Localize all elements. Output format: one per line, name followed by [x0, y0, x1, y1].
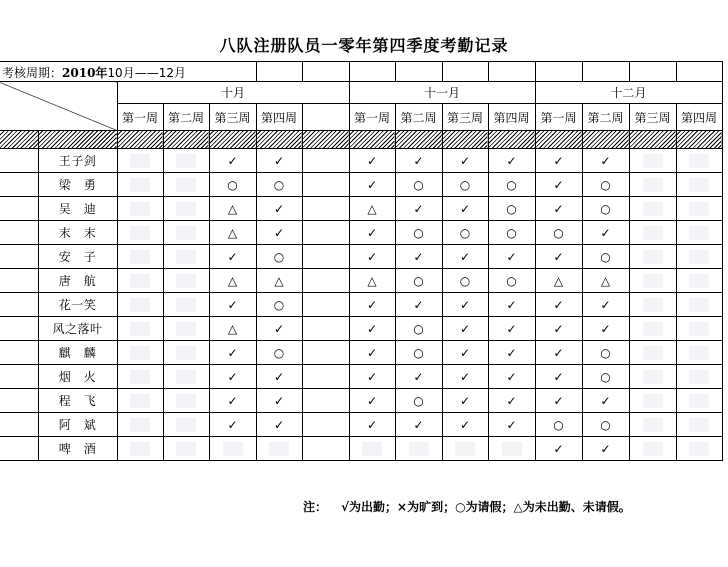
empty-cell-shade [643, 226, 663, 240]
attendance-mark: ○ [442, 173, 488, 197]
attendance-mark [163, 221, 209, 245]
attendance-mark: ✓ [349, 245, 395, 269]
empty-cell-shade [689, 370, 709, 384]
week-header: 第三周 [209, 104, 256, 131]
attendance-mark: ✓ [535, 317, 582, 341]
attendance-mark [163, 173, 209, 197]
empty-cell-shade [176, 346, 196, 360]
attendance-mark [117, 197, 163, 221]
attendance-mark [629, 413, 676, 437]
attendance-mark: ✓ [488, 245, 535, 269]
row-index-cell [0, 269, 38, 293]
attendance-mark: ○ [582, 341, 629, 365]
member-row [0, 341, 722, 365]
attendance-mark [117, 173, 163, 197]
attendance-mark: ✓ [349, 341, 395, 365]
empty-cell-shade [176, 442, 196, 456]
week-header: 第一周 [535, 104, 582, 131]
week-header: 第四周 [488, 104, 535, 131]
attendance-mark: △ [209, 317, 256, 341]
member-name: 花一笑 [38, 293, 117, 317]
empty-cell-shade [176, 226, 196, 240]
attendance-mark [117, 269, 163, 293]
member-name: 王子剑 [38, 149, 117, 173]
week-header: 第三周 [442, 104, 488, 131]
empty-cell-shade [176, 298, 196, 312]
week-spacer-cell [302, 104, 349, 131]
attendance-mark [676, 437, 722, 461]
member-row [0, 317, 722, 341]
member-row [0, 269, 722, 293]
attendance-mark [302, 317, 349, 341]
attendance-mark [117, 365, 163, 389]
empty-cell-shade [643, 322, 663, 336]
attendance-mark: ✓ [395, 245, 442, 269]
member-name: 唐 航 [38, 269, 117, 293]
month-november: 十一月 [349, 82, 535, 104]
attendance-mark: ✓ [349, 389, 395, 413]
attendance-mark [302, 437, 349, 461]
attendance-mark: ✓ [535, 173, 582, 197]
attendance-mark [676, 221, 722, 245]
attendance-mark [163, 293, 209, 317]
attendance-mark: ○ [395, 221, 442, 245]
attendance-mark: ○ [488, 269, 535, 293]
attendance-mark [488, 437, 535, 461]
attendance-mark: ○ [582, 365, 629, 389]
empty-cell-shade [176, 154, 196, 168]
empty-cell-shade [176, 370, 196, 384]
empty-cell-shade [130, 178, 150, 192]
attendance-mark: ○ [488, 221, 535, 245]
attendance-mark [442, 437, 488, 461]
attendance-mark [117, 341, 163, 365]
row-index-cell [0, 197, 38, 221]
attendance-mark: ✓ [535, 389, 582, 413]
attendance-mark: ✓ [535, 365, 582, 389]
empty-cell-shade [176, 178, 196, 192]
attendance-mark: ○ [395, 317, 442, 341]
empty-cell-shade [130, 370, 150, 384]
empty-cell-shade [689, 154, 709, 168]
attendance-mark [117, 413, 163, 437]
attendance-mark: ○ [488, 173, 535, 197]
attendance-mark [676, 365, 722, 389]
attendance-mark [256, 437, 302, 461]
attendance-mark: ○ [582, 413, 629, 437]
row-index-cell [0, 173, 38, 197]
member-name: 风之落叶 [38, 317, 117, 341]
month-december: 十二月 [535, 82, 722, 104]
attendance-mark: ✓ [442, 317, 488, 341]
attendance-mark [117, 389, 163, 413]
empty-cell-shade [130, 274, 150, 288]
attendance-mark [676, 413, 722, 437]
row-index-cell [0, 221, 38, 245]
member-name: 末 末 [38, 221, 117, 245]
attendance-mark: ✓ [535, 245, 582, 269]
empty-cell-shade [502, 442, 522, 456]
attendance-mark: ✓ [488, 341, 535, 365]
row-index-cell [0, 245, 38, 269]
week-header: 第三周 [629, 104, 676, 131]
empty-cell-shade [176, 274, 196, 288]
attendance-mark: ✓ [256, 197, 302, 221]
attendance-mark [163, 341, 209, 365]
attendance-mark: ○ [395, 173, 442, 197]
legend-text: √为出勤；×为旷到；○为请假；△为未出勤、未请假。 [341, 500, 631, 514]
empty-cell-shade [176, 418, 196, 432]
attendance-mark [302, 389, 349, 413]
attendance-mark [676, 173, 722, 197]
attendance-mark: △ [349, 269, 395, 293]
attendance-mark [302, 149, 349, 173]
attendance-mark: ✓ [256, 413, 302, 437]
attendance-mark [163, 269, 209, 293]
member-name: 阿 斌 [38, 413, 117, 437]
empty-cell-shade [689, 250, 709, 264]
attendance-mark: ○ [582, 173, 629, 197]
empty-cell-shade [130, 346, 150, 360]
week-header: 第一周 [349, 104, 395, 131]
member-row [0, 245, 722, 269]
attendance-mark [629, 317, 676, 341]
week-header: 第四周 [676, 104, 722, 131]
month-header-row [0, 82, 722, 104]
attendance-mark: ✓ [442, 197, 488, 221]
week-header: 第一周 [117, 104, 163, 131]
attendance-mark: ✓ [209, 389, 256, 413]
attendance-mark [302, 197, 349, 221]
attendance-mark [629, 389, 676, 413]
attendance-mark: ✓ [349, 365, 395, 389]
attendance-mark: ○ [256, 173, 302, 197]
attendance-mark: ✓ [256, 149, 302, 173]
empty-cell-shade [130, 418, 150, 432]
empty-cell-shade [689, 274, 709, 288]
attendance-mark: ✓ [209, 365, 256, 389]
empty-cell-shade [643, 202, 663, 216]
attendance-mark: ✓ [488, 413, 535, 437]
empty-cell-shade [643, 418, 663, 432]
empty-cell-shade [689, 442, 709, 456]
member-rows [0, 149, 722, 461]
empty-cell-shade [643, 250, 663, 264]
empty-cell-shade [130, 226, 150, 240]
attendance-mark [302, 413, 349, 437]
attendance-mark: ○ [256, 293, 302, 317]
member-name: 梁 勇 [38, 173, 117, 197]
attendance-mark [349, 437, 395, 461]
attendance-mark: ○ [535, 221, 582, 245]
attendance-mark [163, 149, 209, 173]
week-header: 第四周 [256, 104, 302, 131]
attendance-mark [676, 197, 722, 221]
period-label: 考核周期： [2, 66, 63, 80]
row-index-cell [0, 341, 38, 365]
member-row [0, 173, 722, 197]
attendance-mark: ✓ [256, 365, 302, 389]
period-year: 2010年 [62, 66, 108, 80]
attendance-mark: ✓ [582, 437, 629, 461]
attendance-mark: ○ [209, 173, 256, 197]
row-index-cell [0, 413, 38, 437]
attendance-mark: ✓ [442, 413, 488, 437]
member-row [0, 221, 722, 245]
attendance-mark: ✓ [442, 341, 488, 365]
attendance-mark: ✓ [209, 413, 256, 437]
attendance-mark: △ [209, 221, 256, 245]
empty-cell-shade [130, 298, 150, 312]
attendance-mark: ✓ [395, 365, 442, 389]
week-header: 第二周 [395, 104, 442, 131]
empty-cell-shade [643, 346, 663, 360]
empty-cell-shade [643, 370, 663, 384]
attendance-mark: ✓ [349, 413, 395, 437]
member-name: 啤 酒 [38, 437, 117, 461]
attendance-mark: ✓ [349, 149, 395, 173]
attendance-mark: ○ [488, 197, 535, 221]
attendance-mark [302, 269, 349, 293]
attendance-mark: ✓ [349, 317, 395, 341]
attendance-mark [302, 365, 349, 389]
row-index-cell [0, 149, 38, 173]
week-header: 第二周 [163, 104, 209, 131]
attendance-mark: ○ [395, 269, 442, 293]
attendance-mark: ✓ [209, 341, 256, 365]
empty-cell-shade [176, 250, 196, 264]
empty-cell-shade [409, 442, 429, 456]
attendance-mark: ○ [582, 197, 629, 221]
period-range: 10月——12月 [107, 66, 186, 80]
empty-cell-shade [176, 394, 196, 408]
empty-cell-shade [689, 298, 709, 312]
legend-note [303, 498, 631, 515]
attendance-mark: ✓ [209, 293, 256, 317]
attendance-mark: ✓ [395, 413, 442, 437]
empty-cell-shade [130, 250, 150, 264]
sheet-title: 八队注册队员一零年第四季度考勤记录 [219, 36, 509, 55]
attendance-mark [629, 149, 676, 173]
empty-cell-shade [176, 202, 196, 216]
empty-cell-shade [269, 442, 289, 456]
attendance-mark [163, 389, 209, 413]
attendance-mark [163, 437, 209, 461]
attendance-mark: ○ [442, 221, 488, 245]
attendance-mark [629, 197, 676, 221]
attendance-mark: △ [256, 269, 302, 293]
attendance-mark: ✓ [256, 317, 302, 341]
attendance-mark: ✓ [488, 317, 535, 341]
attendance-table [0, 61, 723, 461]
empty-cell-shade [223, 442, 243, 456]
attendance-mark [629, 245, 676, 269]
attendance-mark [676, 149, 722, 173]
attendance-mark [163, 365, 209, 389]
attendance-mark: ✓ [209, 149, 256, 173]
attendance-mark: ✓ [582, 389, 629, 413]
attendance-mark: ✓ [488, 293, 535, 317]
attendance-mark: ✓ [442, 365, 488, 389]
attendance-mark [676, 317, 722, 341]
attendance-mark: ✓ [582, 317, 629, 341]
member-row [0, 437, 722, 461]
empty-cell-shade [643, 274, 663, 288]
attendance-mark: ○ [535, 413, 582, 437]
attendance-mark: ✓ [256, 389, 302, 413]
empty-cell-shade [455, 442, 475, 456]
row-index-cell [0, 389, 38, 413]
attendance-mark [163, 413, 209, 437]
empty-cell-shade [643, 178, 663, 192]
attendance-mark [117, 317, 163, 341]
attendance-mark [629, 269, 676, 293]
attendance-mark [117, 437, 163, 461]
attendance-mark: ✓ [582, 221, 629, 245]
attendance-mark [676, 389, 722, 413]
attendance-mark: ✓ [535, 293, 582, 317]
attendance-mark [302, 173, 349, 197]
attendance-mark: ✓ [442, 245, 488, 269]
attendance-mark: ✓ [582, 149, 629, 173]
attendance-mark: ✓ [535, 197, 582, 221]
empty-cell-shade [643, 394, 663, 408]
member-name: 程 飞 [38, 389, 117, 413]
attendance-mark: ✓ [442, 389, 488, 413]
legend-label: 注： [303, 500, 328, 514]
attendance-mark: ✓ [582, 293, 629, 317]
assessment-period [2, 64, 186, 81]
attendance-mark: ○ [256, 245, 302, 269]
attendance-mark [163, 197, 209, 221]
attendance-mark [209, 437, 256, 461]
attendance-mark [302, 341, 349, 365]
attendance-mark [163, 317, 209, 341]
hatched-divider-row [0, 131, 722, 149]
attendance-mark: ✓ [395, 197, 442, 221]
attendance-mark: ✓ [256, 221, 302, 245]
attendance-mark [117, 221, 163, 245]
empty-cell-shade [130, 442, 150, 456]
attendance-mark: ✓ [395, 149, 442, 173]
member-name: 烟 火 [38, 365, 117, 389]
empty-cell-shade [689, 226, 709, 240]
attendance-mark: ✓ [209, 245, 256, 269]
attendance-mark [629, 365, 676, 389]
empty-cell-shade [362, 442, 382, 456]
attendance-mark: ✓ [535, 437, 582, 461]
attendance-mark: ✓ [349, 221, 395, 245]
attendance-mark [302, 293, 349, 317]
attendance-mark: ✓ [535, 149, 582, 173]
attendance-mark [676, 245, 722, 269]
attendance-mark: ✓ [395, 293, 442, 317]
member-row [0, 293, 722, 317]
attendance-mark [629, 341, 676, 365]
empty-cell-shade [643, 442, 663, 456]
attendance-mark: ✓ [488, 149, 535, 173]
attendance-mark: △ [535, 269, 582, 293]
attendance-mark: ✓ [488, 389, 535, 413]
empty-cell-shade [689, 346, 709, 360]
attendance-mark: ○ [582, 245, 629, 269]
empty-cell-shade [176, 322, 196, 336]
row-index-cell [0, 317, 38, 341]
attendance-mark: ✓ [349, 173, 395, 197]
empty-cell-shade [643, 154, 663, 168]
attendance-mark: ✓ [535, 341, 582, 365]
attendance-mark: ○ [395, 389, 442, 413]
empty-cell-shade [130, 202, 150, 216]
empty-cell-shade [689, 418, 709, 432]
row-index-cell [0, 293, 38, 317]
attendance-mark [629, 293, 676, 317]
row-index-cell [0, 437, 38, 461]
attendance-mark [676, 269, 722, 293]
empty-cell-shade [130, 394, 150, 408]
attendance-mark: ✓ [488, 365, 535, 389]
attendance-mark: △ [349, 197, 395, 221]
attendance-mark: △ [582, 269, 629, 293]
attendance-mark [676, 341, 722, 365]
week-header: 第二周 [582, 104, 629, 131]
corner-diagonal-cell [0, 82, 117, 131]
attendance-mark [302, 221, 349, 245]
member-row [0, 389, 722, 413]
empty-cell-shade [689, 322, 709, 336]
attendance-mark: ✓ [442, 149, 488, 173]
attendance-mark: △ [209, 197, 256, 221]
attendance-mark: ○ [256, 341, 302, 365]
member-name: 麒 麟 [38, 341, 117, 365]
member-row [0, 197, 722, 221]
attendance-mark [302, 245, 349, 269]
member-name: 安 子 [38, 245, 117, 269]
attendance-mark: ✓ [442, 293, 488, 317]
member-name: 吴 迪 [38, 197, 117, 221]
attendance-mark [629, 221, 676, 245]
attendance-mark: ✓ [349, 293, 395, 317]
attendance-mark [163, 245, 209, 269]
attendance-mark: ○ [395, 341, 442, 365]
empty-cell-shade [689, 202, 709, 216]
attendance-mark [629, 173, 676, 197]
empty-cell-shade [130, 322, 150, 336]
member-row [0, 413, 722, 437]
attendance-mark: ○ [442, 269, 488, 293]
attendance-mark: △ [209, 269, 256, 293]
empty-cell-shade [130, 154, 150, 168]
empty-cell-shade [689, 178, 709, 192]
member-row [0, 149, 722, 173]
attendance-mark [117, 245, 163, 269]
attendance-mark [395, 437, 442, 461]
member-row [0, 365, 722, 389]
empty-cell-shade [689, 394, 709, 408]
empty-cell-shade [643, 298, 663, 312]
month-october: 十月 [117, 82, 349, 104]
attendance-mark [117, 293, 163, 317]
attendance-mark [629, 437, 676, 461]
attendance-mark [117, 149, 163, 173]
attendance-mark [676, 293, 722, 317]
row-index-cell [0, 365, 38, 389]
